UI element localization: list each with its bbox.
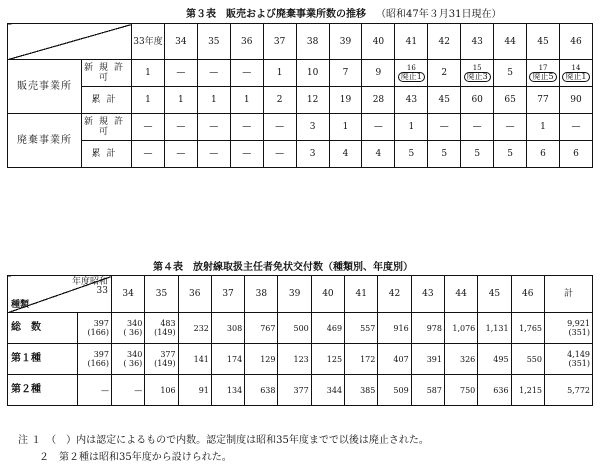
- table-cell: 2: [263, 87, 296, 114]
- year-header: 44: [444, 276, 477, 313]
- table-cell: [211, 344, 244, 375]
- table-cell: 1: [263, 60, 296, 87]
- year-header: 36: [230, 24, 263, 60]
- table-cell: —: [494, 114, 527, 141]
- note-1: 注 １ （ ）内は認定によるもので内数。認定制度は昭和35年度までで以後は廃止された。: [18, 435, 429, 446]
- table-cell: [378, 344, 411, 375]
- table-cell: 1: [132, 60, 165, 87]
- table-cell: [444, 313, 477, 344]
- cell-value: 344: [326, 385, 343, 395]
- table-cell: 1: [132, 87, 165, 114]
- table-cell: [444, 375, 477, 406]
- table-cell: 3: [296, 141, 329, 168]
- cell-value: 5,772: [567, 385, 590, 395]
- table-cell: —: [230, 60, 263, 87]
- table-row: [8, 313, 593, 344]
- cell-value: 391: [426, 354, 442, 364]
- table-cell: 5: [395, 141, 428, 168]
- cell-value: 636: [493, 385, 509, 395]
- cell-value: 750: [459, 385, 476, 395]
- year-header: 41: [395, 24, 428, 60]
- table-cell: 1: [527, 114, 560, 141]
- year-header: 39: [329, 24, 362, 60]
- table-cell: —: [197, 60, 230, 87]
- table-row: [8, 141, 593, 168]
- row-label: 総 数: [8, 313, 78, 344]
- table-cell: [311, 313, 344, 344]
- row-label: 新規許可: [82, 114, 132, 141]
- cell-value: 397: [93, 319, 109, 328]
- year-header: 40: [362, 24, 395, 60]
- cell-value: ( 36): [123, 328, 143, 337]
- table-cell: [545, 313, 593, 344]
- cell-count: 15: [472, 63, 482, 72]
- table-cell: 7: [329, 60, 362, 87]
- cell-value: 308: [226, 323, 243, 333]
- table-cell: 12: [296, 87, 329, 114]
- table-cell: 6: [559, 141, 592, 168]
- table-cell: [511, 375, 544, 406]
- table-cell: 9: [362, 60, 395, 87]
- table3-title: [186, 5, 501, 20]
- table-cell: [145, 375, 178, 406]
- cell-value: 123: [293, 354, 309, 364]
- cell-count: 14: [571, 63, 581, 72]
- table-cell: 1: [230, 87, 263, 114]
- cell-value: 174: [226, 354, 243, 364]
- cell-value: (166): [87, 359, 109, 368]
- cell-value: 340: [127, 319, 143, 328]
- table-cell: 3: [296, 114, 329, 141]
- corner-year-text: 年度昭和: [71, 277, 108, 287]
- cell-value: 550: [526, 354, 542, 364]
- table-cell: [511, 344, 544, 375]
- table-cell: 28: [362, 87, 395, 114]
- table-cell: —: [263, 114, 296, 141]
- corner-type-label: 種類: [11, 300, 30, 310]
- table3-header-row: [8, 24, 593, 60]
- table-cell: 4: [362, 141, 395, 168]
- table3-subtitle: （昭和47年３月31日現在）: [376, 9, 502, 20]
- cell-value: 767: [260, 323, 276, 333]
- table4-corner: [8, 276, 112, 313]
- table4-header-row: [8, 276, 593, 313]
- table4-title-text: 第４表 放射線取扱主任者免状交付数（種類別、年度別）: [153, 262, 413, 273]
- cell-value: 340: [127, 350, 143, 359]
- table-cell: 5: [494, 60, 527, 87]
- cell-value: (166): [87, 328, 109, 337]
- row-label: 累計: [82, 87, 132, 114]
- year-header: 34: [164, 24, 197, 60]
- row-label: 新規許可: [82, 60, 132, 87]
- cell-value: 129: [260, 354, 276, 364]
- table-cell: 10: [296, 60, 329, 87]
- table-cell: [211, 375, 244, 406]
- category-label: 販売事業所: [8, 60, 82, 114]
- cell-count: 17: [538, 63, 548, 72]
- cell-value: —: [134, 385, 143, 395]
- cell-value: 500: [293, 323, 309, 333]
- table-cell: —: [230, 141, 263, 168]
- table-cell: [559, 60, 592, 87]
- year-header: 45: [527, 24, 560, 60]
- table-cell: [245, 375, 278, 406]
- cell-value: 141: [193, 354, 209, 364]
- table-cell: —: [362, 114, 395, 141]
- table-cell: [178, 344, 211, 375]
- cell-value: 172: [360, 354, 376, 364]
- table-cell: [145, 344, 178, 375]
- year-header: 41: [345, 276, 378, 313]
- table-row: [8, 344, 593, 375]
- table-cell: 90: [559, 87, 592, 114]
- table-cell: [411, 344, 444, 375]
- table-cell: —: [197, 114, 230, 141]
- cell-value: 587: [426, 385, 442, 395]
- table-cell: —: [461, 114, 494, 141]
- cell-value: 916: [393, 323, 409, 333]
- table-cell: —: [263, 141, 296, 168]
- table3-corner: [8, 24, 132, 60]
- cell-value: 509: [393, 385, 409, 395]
- table4-body: [8, 276, 593, 406]
- table-cell: [378, 313, 411, 344]
- cell-value: (351): [568, 328, 590, 337]
- table-cell: [527, 60, 560, 87]
- table4-title: [153, 258, 413, 273]
- year-header: 37: [263, 24, 296, 60]
- table-cell: [345, 344, 378, 375]
- cell-value: 1,765: [519, 323, 542, 333]
- table-cell: [461, 60, 494, 87]
- table-cell: —: [428, 114, 461, 141]
- cell-count: 16: [406, 63, 416, 72]
- table-cell: 1: [197, 87, 230, 114]
- cell-value: 9,921: [567, 319, 590, 328]
- year-header: 43: [461, 24, 494, 60]
- table-cell: [478, 375, 511, 406]
- table-cell: [211, 313, 244, 344]
- table-cell: [411, 375, 444, 406]
- cell-value: 385: [360, 385, 376, 395]
- table-cell: —: [164, 141, 197, 168]
- table-cell: [278, 344, 311, 375]
- table-cell: —: [559, 114, 592, 141]
- year-header: 35: [197, 24, 230, 60]
- cell-value: 1,131: [485, 323, 509, 333]
- cell-value: 232: [193, 323, 209, 333]
- cell-value: 1,076: [452, 323, 476, 333]
- table-cell: [245, 344, 278, 375]
- corner-year-label: [72, 278, 108, 296]
- table-cell: —: [164, 60, 197, 87]
- table-cell: [411, 313, 444, 344]
- table-cell: 65: [494, 87, 527, 114]
- table-cell: 2: [428, 60, 461, 87]
- year-header: 37: [211, 276, 244, 313]
- abolished-note: 廃止3: [464, 72, 491, 82]
- year-header: 38: [245, 276, 278, 313]
- year-header: 43: [411, 276, 444, 313]
- cell-value: ( 36): [123, 359, 143, 368]
- abolished-note: 廃止1: [562, 72, 589, 82]
- year-header: 42: [428, 24, 461, 60]
- cell-value: 1,215: [519, 385, 542, 395]
- cell-value: 469: [326, 323, 343, 333]
- year-header: 38: [296, 24, 329, 60]
- table-cell: 60: [461, 87, 494, 114]
- table-cell: 1: [395, 114, 428, 141]
- table-cell: 4: [329, 141, 362, 168]
- table-cell: [145, 313, 178, 344]
- table-cell: [311, 344, 344, 375]
- cell-value: 4,149: [567, 350, 590, 359]
- table3-body: [8, 24, 593, 168]
- cell-value: —: [101, 385, 109, 395]
- row-label: 累計: [82, 141, 132, 168]
- table-cell: [378, 375, 411, 406]
- table-cell: [112, 313, 145, 344]
- row-label: 第２種: [8, 375, 78, 406]
- table-cell: 5: [428, 141, 461, 168]
- year-header: 44: [494, 24, 527, 60]
- note-2: ２ 第２種は昭和35年度から設けられた。: [39, 452, 232, 463]
- table-cell: [178, 313, 211, 344]
- year-header: 42: [378, 276, 411, 313]
- license-issuance-table: [7, 275, 593, 406]
- table-cell: —: [164, 114, 197, 141]
- year-header: 40: [311, 276, 344, 313]
- cell-value: 377: [160, 350, 176, 359]
- table-cell: [444, 344, 477, 375]
- year-header: 39: [278, 276, 311, 313]
- abolished-note: 廃止1: [398, 72, 425, 82]
- table-cell: [278, 313, 311, 344]
- year-header: 36: [178, 276, 211, 313]
- table-cell: —: [230, 114, 263, 141]
- table-cell: —: [132, 114, 165, 141]
- table-row: [8, 114, 593, 141]
- table-cell: [112, 375, 145, 406]
- table-row: [8, 375, 593, 406]
- cell-value: 134: [226, 385, 243, 395]
- cell-value: 638: [260, 385, 276, 395]
- table-cell: [345, 375, 378, 406]
- cell-value: 407: [393, 354, 409, 364]
- year-header: 46: [511, 276, 544, 313]
- year-header: 34: [112, 276, 145, 313]
- table-cell: —: [197, 141, 230, 168]
- table-cell: 45: [428, 87, 461, 114]
- table-cell: [311, 375, 344, 406]
- abolished-note: 廃止5: [529, 72, 556, 82]
- table-cell: [345, 313, 378, 344]
- table-cell: 77: [527, 87, 560, 114]
- cell-value: (149): [154, 359, 176, 368]
- table-cell: 19: [329, 87, 362, 114]
- table-cell: [395, 60, 428, 87]
- category-label: 廃棄事業所: [8, 114, 82, 168]
- cell-value: 125: [326, 354, 343, 364]
- table-cell: [278, 375, 311, 406]
- table-cell: 1: [329, 114, 362, 141]
- year-header: 45: [478, 276, 511, 313]
- cell-value: (149): [154, 328, 176, 337]
- table-row: [8, 60, 593, 87]
- table-cell: [178, 375, 211, 406]
- table-cell: 5: [461, 141, 494, 168]
- year-header: 計: [545, 276, 593, 313]
- year-header: 33年度: [132, 24, 165, 60]
- table-cell: [78, 375, 112, 406]
- table-cell: [511, 313, 544, 344]
- table-cell: [478, 313, 511, 344]
- table-cell: 5: [494, 141, 527, 168]
- table-cell: —: [132, 141, 165, 168]
- corner-year-num: 33: [96, 286, 108, 296]
- cell-value: 483: [160, 319, 176, 328]
- cell-value: 978: [426, 323, 442, 333]
- cell-value: 557: [360, 323, 376, 333]
- cell-value: 397: [93, 350, 109, 359]
- cell-value: 495: [493, 354, 509, 364]
- cell-value: 377: [293, 385, 309, 395]
- cell-value: 326: [459, 354, 476, 364]
- table-cell: 6: [527, 141, 560, 168]
- year-header: 46: [559, 24, 592, 60]
- table-cell: [78, 344, 112, 375]
- table-cell: [545, 375, 593, 406]
- table-cell: [545, 344, 593, 375]
- sales-disposal-table: [7, 23, 593, 168]
- cell-value: 106: [160, 385, 176, 395]
- table-cell: [478, 344, 511, 375]
- cell-value: (351): [568, 359, 590, 368]
- table-cell: 1: [164, 87, 197, 114]
- table-cell: [78, 313, 112, 344]
- table-row: [8, 87, 593, 114]
- table3-title-text: 第３表 販売および廃棄事業所数の推移: [186, 9, 366, 20]
- table-cell: [112, 344, 145, 375]
- table-cell: 43: [395, 87, 428, 114]
- cell-value: 91: [198, 385, 209, 395]
- table-cell: [245, 313, 278, 344]
- row-label: 第１種: [8, 344, 78, 375]
- year-header: 35: [145, 276, 178, 313]
